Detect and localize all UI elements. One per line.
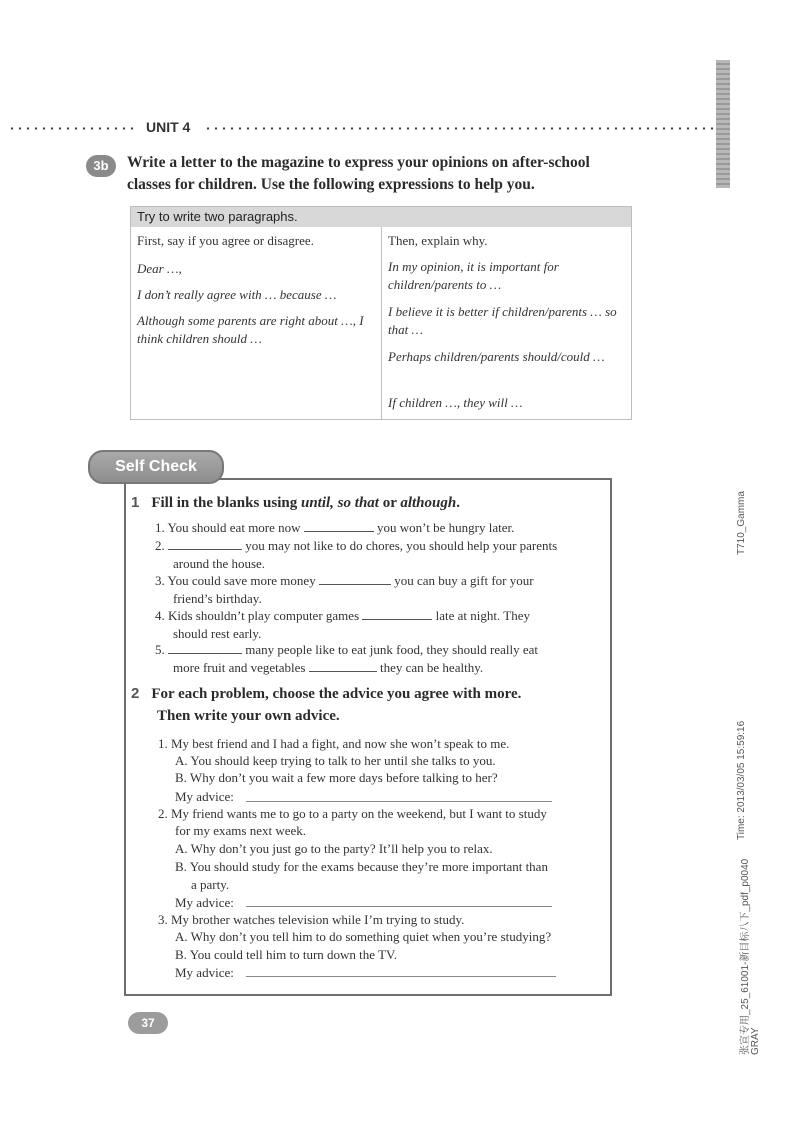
answer-blank[interactable] (304, 519, 374, 532)
table-header-text: Try to write two paragraphs. (137, 209, 298, 224)
table-header (131, 207, 631, 227)
q2-p2-option-a: A. Why don’t you just go to the party? It’ll help you to relax. (175, 841, 493, 856)
exercise-3b-instruction: Write a letter to the magazine to express your opinions on after-school classes for children. Use the following expressions to help you. (127, 154, 590, 193)
q2-p1-option-b: B. Why don’t you wait a few more days before talking to her? (175, 770, 498, 785)
q2-problem-2-cont: for my exams next week. (175, 823, 307, 838)
right-expression: In my opinion, it is important for children/parents to … (388, 259, 559, 292)
item-number: 3. (155, 573, 165, 588)
exercise-3b-badge: 3b (86, 155, 116, 177)
answer-blank[interactable] (168, 537, 242, 550)
q2-p2-option-b: B. You should study for the exams because they’re more important than (175, 859, 548, 874)
q1-heading (131, 493, 601, 514)
item-text: You should eat more now (167, 520, 301, 535)
answer-blank[interactable] (362, 607, 432, 620)
q2-number: 2 (131, 685, 140, 702)
q2-problem-1 (158, 735, 598, 752)
print-code-top: T710_Gamma (736, 491, 747, 555)
answer-blank[interactable] (309, 659, 377, 672)
right-expression: If children …, they will … (388, 395, 523, 410)
answer-blank[interactable] (319, 572, 391, 585)
q1-item-3-cont: friend’s birthday. (173, 591, 262, 606)
unit-header (0, 120, 720, 136)
item-number: 2. (155, 538, 165, 553)
q1-title-mid: or (378, 495, 401, 511)
item-text: more fruit and vegetables (173, 660, 306, 675)
q1-item-2 (155, 537, 600, 554)
item-text: Kids shouldn’t play computer games (168, 608, 360, 623)
item-text: you may not like to do chores, you should help your parents (245, 538, 558, 553)
item-number: 1. (155, 520, 165, 535)
item-number: 3. (158, 912, 168, 927)
item-text: you won’t be hungry later. (377, 520, 515, 535)
q2-problem-2 (158, 805, 598, 822)
q2-p3-option-b: B. You could tell him to turn down the TV. (175, 947, 397, 962)
left-expression: Although some parents are right about …, I think children should … (137, 313, 364, 346)
item-text: My best friend and I had a fight, and now she won’t speak to me. (171, 736, 510, 751)
left-expression: I don’t really agree with … because … (137, 287, 337, 302)
item-number: 2. (158, 806, 168, 821)
left-expression: Dear …, (137, 261, 182, 276)
q2-heading (131, 684, 601, 705)
q1-item-4-cont: should rest early. (173, 626, 262, 641)
item-text: they can be healthy. (379, 660, 484, 675)
item-text: many people like to eat junk food, they should really eat (245, 642, 539, 657)
self-check-badge: Self Check (88, 450, 224, 484)
q1-item-3 (155, 572, 600, 589)
q1-item-4 (155, 607, 600, 624)
q2-p1-advice-line[interactable] (246, 801, 552, 802)
item-text: you can buy a gift for your (394, 573, 534, 588)
q2-p3-option-a: A. Why don’t you tell him to do something quiet when you’re studying? (175, 929, 552, 944)
q2-title-line1: For each problem, choose the advice you agree with more. (151, 686, 522, 702)
q2-title-line2: Then write your own advice. (157, 708, 340, 724)
item-text: You could save more money (167, 573, 316, 588)
q1-item-5 (155, 641, 600, 658)
q2-p1-advice-label: My advice: (175, 789, 234, 804)
print-code-bottom: 张宣专用_25_61001-新目标八下_pdf_p0040 (740, 858, 751, 1055)
unit-title: UNIT 4 (146, 119, 191, 135)
dotted-rule-left (8, 127, 138, 130)
item-number: 4. (155, 608, 165, 623)
right-column-heading: Then, explain why. (388, 233, 488, 248)
q1-item-1 (155, 519, 595, 536)
q2-p3-advice-line[interactable] (246, 976, 556, 977)
q1-title-end: . (456, 495, 460, 511)
page-number: 37 (128, 1012, 168, 1034)
item-text: late at night. They (435, 608, 530, 623)
item-number: 5. (155, 642, 165, 657)
right-expression: Perhaps children/parents should/could … (388, 349, 605, 364)
q1-title-prefix: Fill in the blanks using (151, 495, 301, 511)
q1-item-2-cont: around the house. (173, 556, 266, 571)
item-number: 1. (158, 736, 168, 751)
print-code-mid: Time: 2013/03/05 15:59:16 (736, 720, 747, 840)
q1-number: 1 (131, 494, 140, 511)
dotted-rule-right (204, 127, 716, 130)
q2-p2-option-b-cont: a party. (191, 877, 230, 892)
q1-title-italic2: although (400, 495, 457, 511)
left-column-heading: First, say if you agree or disagree. (137, 233, 314, 248)
answer-blank[interactable] (168, 641, 242, 654)
q2-problem-3 (158, 911, 598, 928)
q1-item-5-cont (173, 659, 593, 676)
q2-p1-option-a: A. You should keep trying to talk to her until she talks to you. (175, 753, 496, 768)
item-text: My brother watches television while I’m trying to study. (171, 912, 465, 927)
q2-p3-advice-label: My advice: (175, 965, 234, 980)
table-column-divider (381, 227, 382, 419)
q2-p2-advice-line[interactable] (246, 906, 552, 907)
right-expression: I believe it is better if children/parents … so that … (388, 304, 617, 337)
q1-title-italic: until, so that (301, 495, 379, 511)
item-text: My friend wants me to go to a party on the weekend, but I want to study (171, 806, 547, 821)
expressions-table (130, 206, 632, 420)
print-gray-label: GRAY (750, 1027, 761, 1055)
q2-p2-advice-label: My advice: (175, 895, 234, 910)
